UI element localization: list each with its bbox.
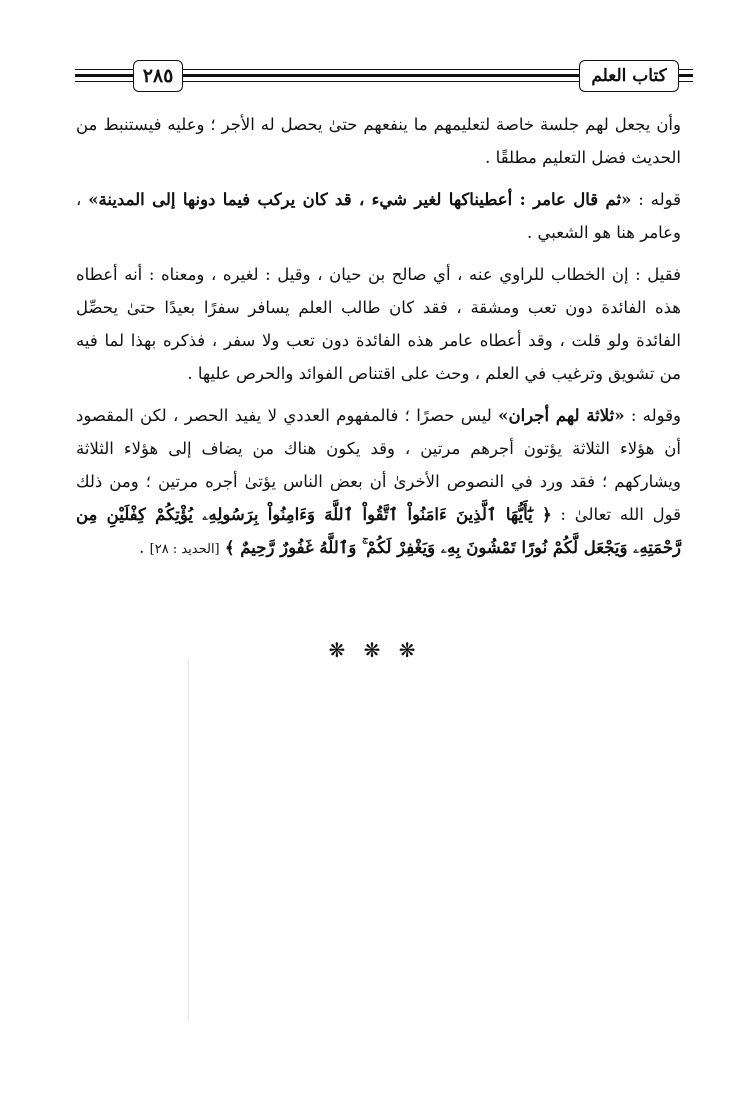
text-run: قوله : (631, 190, 682, 209)
quran-verse: ﴿ يَٰٓأَيُّهَا ٱلَّذِينَ ءَامَنُواْ ٱتَّقُواْ ٱللَّهَ وَءَامِنُواْ بِرَسُولِهِۦ يُؤْتِكُمْ كِفْلَيْنِ مِن رَّحْمَتِهِۦ وَيَجْعَل لَّكُمْ نُورًا تَمْشُونَ بِهِۦ وَيَغْفِرْ لَكُمْ ۚ وَٱللَّهُ غَفُورٌ رَّحِيمٌ ﴾ (76, 505, 681, 557)
paragraph-text (76, 108, 681, 174)
paragraph (76, 108, 681, 174)
quoted-hadith: «ثلاثة لهم أجران» (498, 406, 625, 425)
text-run: وقوله : (624, 406, 681, 425)
verse-reference: [الحديد : ٢٨] (149, 542, 220, 557)
header-rule (679, 74, 693, 77)
header-rule (75, 69, 133, 70)
page-number: ٢٨٥ (133, 60, 183, 92)
paragraph-text (76, 258, 681, 390)
page-header (75, 54, 693, 94)
header-rule (183, 74, 579, 77)
text-run: ، وعامر هنا هو الشعبي . (76, 190, 681, 242)
text-run: ليس حصرًا ؛ فالمفهوم العددي لا يفيد الحصر ، لكن المقصود أن هؤلاء الثلاثة يؤتون أجرهم مرتين ، وقد يكون هناك من يضاف إلى هؤلاء الثلاثة ويشاركهم ؛ فقد ورد في النصوص الأخرىٰ أن بعض الناس يؤتىٰ أجره مرتين ؛ ومن ذلك قول الله تعالىٰ : (76, 406, 682, 524)
book-title: كتاب العلم (579, 60, 679, 92)
paragraph-text (76, 183, 681, 249)
header-rule (75, 74, 133, 77)
text-run: فقيل : إن الخطاب للراوي عنه ، أي صالح بن حيان ، وقيل : لغيره ، ومعناه : أنه أعطاه هذه الفائدة دون تعب ومشقة ، فقد كان طالب العلم يسافر سفرًا بعيدًا حتىٰ يحصِّل الفائدة ولو قلت ، وقد أعطاه عامر هذه الفائدة دون تعب ولا سفر ، فذكره بهذا لما فيه من تشويق وترغيب في العلم ، وحث على اقتناص الفوائد والحرص عليها . (76, 265, 681, 383)
paragraph (76, 399, 681, 566)
text-run: . (139, 538, 150, 557)
text-run: وأن يجعل لهم جلسة خاصة لتعليمهم ما ينفعهم حتىٰ يحصل له الأجر ؛ وعليه فيستنبط من الحديث فضل التعليم مطلقًا . (76, 115, 681, 167)
paragraph (76, 258, 681, 390)
section-separator: ❋ ❋ ❋ (328, 638, 422, 662)
header-rule (679, 69, 693, 70)
header-rule (183, 81, 579, 82)
header-rule (183, 69, 579, 70)
quoted-hadith: «ثم قال عامر : أعطيناكها لغير شيء ، قد كان يركب فيما دونها إلى المدينة» (88, 190, 632, 209)
paragraph (76, 183, 681, 249)
header-rule (679, 81, 693, 82)
paragraph-text (76, 399, 681, 566)
page-body (76, 108, 681, 575)
scan-artifact (188, 660, 189, 1020)
header-rule (75, 81, 133, 82)
